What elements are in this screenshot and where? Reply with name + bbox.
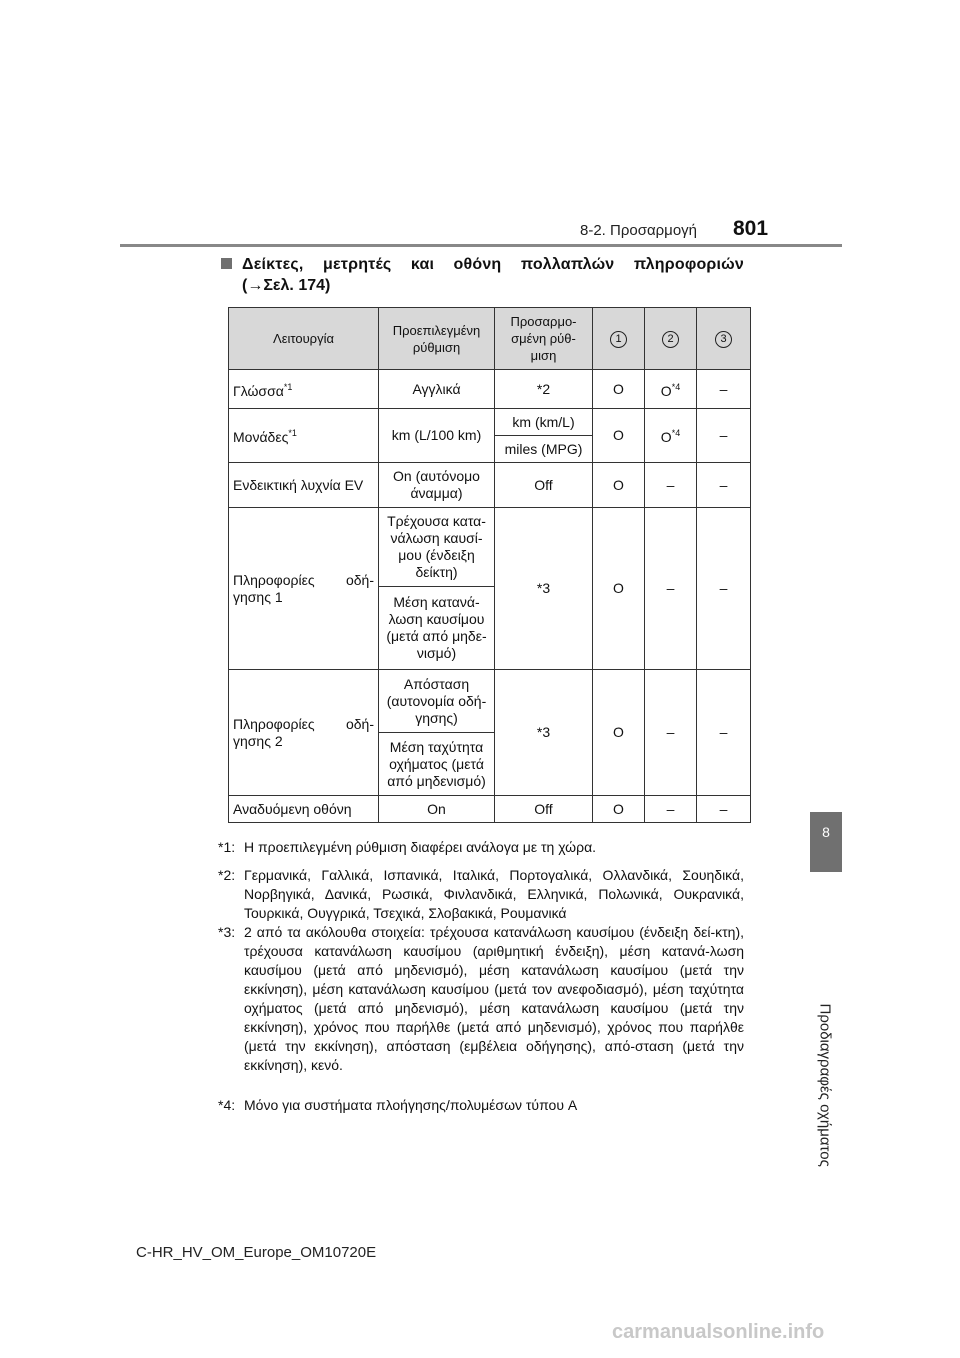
row-label: Πληροφορίες οδή-γησης 1 (229, 508, 379, 670)
col-3-value: – (697, 670, 751, 796)
custom-value: miles (MPG) (495, 436, 593, 463)
header-custom: Προσαρμο-σμένη ρύθ-μιση (495, 308, 593, 370)
header-col-3 (697, 308, 751, 370)
custom-value: *3 (495, 508, 593, 670)
table-row (229, 670, 751, 733)
section-breadcrumb: 8-2. Προσαρμογή (580, 222, 698, 239)
custom-value: Off (495, 463, 593, 508)
col-3-value: – (697, 370, 751, 409)
default-value: Μέση κατανά-λωση καυσίμου (μετά από μηδε-νισμό) (379, 587, 495, 670)
col-3-value: – (697, 508, 751, 670)
chapter-tab (810, 812, 842, 872)
document-code: C-HR_HV_OM_Europe_OM10720E (136, 1244, 377, 1261)
table-row (229, 463, 751, 508)
default-value: Απόσταση (αυτονομία οδή-γησης) (379, 670, 495, 733)
col-1-value: O (593, 463, 645, 508)
col-3-value: – (697, 409, 751, 463)
col-2-value: – (645, 508, 697, 670)
row-label-text: Γλώσσα (233, 382, 284, 399)
footnote (218, 866, 744, 923)
settings-table (228, 307, 751, 823)
col-3-value: – (697, 796, 751, 823)
table-header-row (229, 308, 751, 370)
default-value: km (L/100 km) (379, 409, 495, 463)
custom-value: Off (495, 796, 593, 823)
custom-value: *3 (495, 670, 593, 796)
table-row (229, 508, 751, 587)
col-2-value (645, 370, 697, 409)
col-1-value: O (593, 409, 645, 463)
table-row (229, 409, 751, 436)
footnote-ref: *4 (671, 428, 681, 438)
chapter-number: 8 (822, 824, 830, 840)
circled-3-icon: 3 (715, 331, 732, 348)
default-value: Αγγλικά (379, 370, 495, 409)
default-value: On (379, 796, 495, 823)
section-title: Δείκτες, μετρητές και οθόνη πολλαπλών πληροφοριών (242, 256, 744, 273)
col-1-value: O (593, 508, 645, 670)
col-1-value: O (593, 796, 645, 823)
col-2-text: O (660, 429, 672, 445)
page-number: 801 (733, 217, 769, 240)
table-row (229, 370, 751, 409)
col-2-text: O (660, 382, 672, 399)
section-bullet-icon (221, 258, 232, 269)
header-col-1 (593, 308, 645, 370)
header-divider (120, 244, 842, 247)
watermark: carmanualsonline.info (612, 1321, 825, 1343)
col-2-value: – (645, 796, 697, 823)
col-1-value: O (593, 370, 645, 409)
col-2-value (645, 409, 697, 463)
section-page-reference: (→Σελ. 174) (242, 277, 331, 294)
footnote-ref: *1 (288, 428, 297, 438)
footnote (218, 923, 744, 1075)
custom-value: *2 (495, 370, 593, 409)
circled-1-icon: 1 (610, 331, 627, 348)
row-label (229, 409, 379, 463)
header-default: Προεπιλεγμένη ρύθμιση (379, 308, 495, 370)
footnote (218, 838, 744, 857)
footnote-marker: *4: (218, 1097, 236, 1113)
footnote (218, 1096, 744, 1115)
footnote-text: Η προεπιλεγμένη ρύθμιση διαφέρει ανάλογα με τη χώρα. (244, 839, 597, 855)
footnote-ref: *4 (671, 381, 681, 392)
col-3-value: – (697, 463, 751, 508)
footnote-text: 2 από τα ακόλουθα στοιχεία: τρέχουσα κατανάλωση καυσίμου (ένδειξη δεί-κτη), τρέχουσα κατανάλωση καυσίμου (αριθμητική ένδειξη), μέση κατανά-λωση καυσίμου (μετά από μηδενισμό), μέση κατανάλωση καυσίμου (μετά την εκκίνηση), μέση κατανάλωση καυσίμου (μετά τον ανεφοδιασμό), μέση ταχύτητα οχήματος (μετά από μηδενισμό), μέση κατανάλωση καυσίμου (μετά την εκκίνηση), χρόνος που παρήλθε (μετά από μηδενισμό), χρόνος που παρήλθε (μετά την εκκίνηση), απόσταση (εμβέλεια οδήγησης), από-σταση (μετά την εκκίνηση), κενό. (244, 924, 744, 1073)
circled-2-icon: 2 (662, 331, 679, 348)
row-label-text: Μονάδες (233, 429, 289, 445)
default-value: Μέση ταχύτητα οχήματος (μετά από μηδενισμό) (379, 733, 495, 796)
col-2-value: – (645, 670, 697, 796)
col-2-value: – (645, 463, 697, 508)
footnote-ref: *1 (283, 381, 293, 392)
row-label (229, 370, 379, 409)
header-col-2 (645, 308, 697, 370)
row-label: Αναδυόμενη οθόνη (229, 796, 379, 823)
col-1-value: O (593, 670, 645, 796)
row-label: Ενδεικτική λυχνία EV (229, 463, 379, 508)
custom-value: km (km/L) (495, 409, 593, 436)
footnote-marker: *2: (218, 867, 236, 883)
footnote-marker: *3: (218, 924, 236, 940)
footnote-text: Γερμανικά, Γαλλικά, Ισπανικά, Ιταλικά, Πορτογαλικά, Ολλανδικά, Σουηδικά, Νορβηγικά, Δανικά, Ρωσικά, Φινλανδικά, Ελληνικά, Πολωνικά, Ουκρανικά, Τουρκικά, Ουγγρικά, Τσεχικά, Σλοβακικά, Ρουμανικά (244, 867, 744, 921)
footnote-marker: *1: (218, 839, 236, 855)
row-label: Πληροφορίες οδή-γησης 2 (229, 670, 379, 796)
chapter-label: Προδιαγραφές οχήματος (816, 1003, 834, 1167)
default-value: On (αυτόνομο άναμμα) (379, 463, 495, 508)
header-function: Λειτουργία (229, 308, 379, 370)
footnote-text: Μόνο για συστήματα πλοήγησης/πολυμέσων τύπου A (244, 1097, 578, 1113)
default-value: Τρέχουσα κατα-νάλωση καυσί-μου (ένδειξη δείκτη) (379, 508, 495, 587)
table-row (229, 796, 751, 823)
